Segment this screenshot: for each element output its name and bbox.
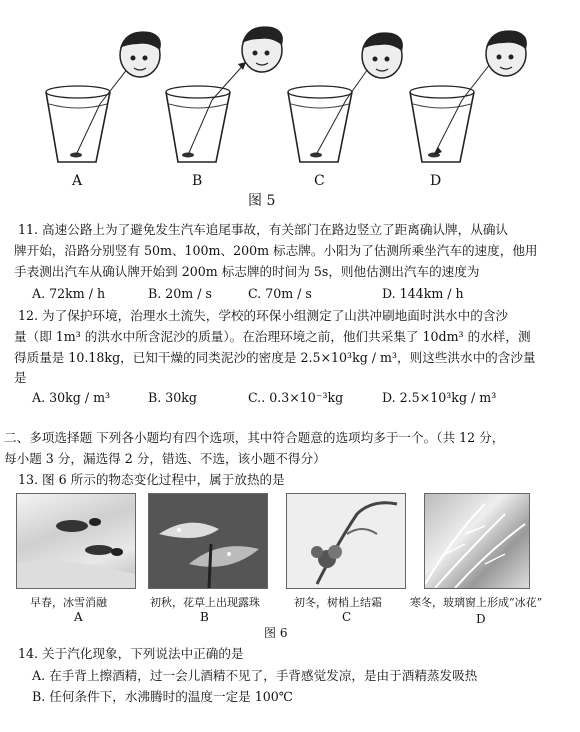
figure-6-letter-a: A xyxy=(74,610,83,624)
figure-6-caption-c: 初冬，树梢上结霜 xyxy=(294,596,382,609)
boy-head-b xyxy=(242,26,283,72)
q14-stem: 14. 关于汽化现象，下列说法中正确的是 xyxy=(18,646,244,661)
q11-line-2: 牌开始，沿路分别竖有 50m、100m、200m 标志牌。小阳为了估测所乘坐汽车的速度，他用 xyxy=(14,243,538,258)
boy-head-a xyxy=(120,31,161,77)
q14-option-b[interactable]: B. 任何条件下，水沸腾时的温度一定是 100℃ xyxy=(32,689,293,704)
q11-option-d[interactable]: D. 144km / h xyxy=(382,286,464,301)
q12-option-b[interactable]: B. 30kg xyxy=(148,390,197,405)
figure-6-caption: 图 6 xyxy=(264,626,288,640)
figure-5 xyxy=(0,0,580,215)
q11-options xyxy=(14,286,570,302)
figure-6-letter-b: B xyxy=(200,610,209,624)
figure-6-letter-c: C xyxy=(342,610,352,624)
q11-line-1: 11. 高速公路上为了避免发生汽车追尾事故，有关部门在路边竖立了距离确认牌，从确认 xyxy=(18,222,509,237)
q12-option-d[interactable]: D. 2.5×10³kg / m³ xyxy=(382,390,497,405)
q12-option-c[interactable]: C.. 0.3×10⁻³kg xyxy=(248,390,344,405)
figure-5-label-a: A xyxy=(72,173,83,189)
figure-6-letter-d: D xyxy=(476,612,486,626)
q11-line-3: 手表测出汽车从确认牌开始到 200m 标志牌的时间为 5s，则他估测出汽车的速度为 xyxy=(14,264,480,279)
q12-line-4: 是 xyxy=(14,370,27,385)
q12-option-a[interactable]: A. 30kg / m³ xyxy=(32,390,111,405)
boy-head-c xyxy=(362,32,403,78)
figure-6-caption-b: 初秋，花草上出现露珠 xyxy=(150,596,260,609)
figure-6-image-b xyxy=(148,493,268,589)
figure-6-image-c xyxy=(286,493,406,589)
cup-c xyxy=(288,66,370,162)
q11-option-b[interactable]: B. 20m / s xyxy=(148,286,212,301)
figure-6-image-d xyxy=(424,493,530,589)
figure-6-caption-a: 早春，冰雪消融 xyxy=(30,596,107,609)
q13-stem: 13. 图 6 所示的物态变化过程中，属于放热的是 xyxy=(18,472,285,487)
figure-6-image-a xyxy=(16,493,136,589)
q12-line-1: 12. 为了保护环境，治理水土流失，学校的环保小组测定了山洪冲刷地面时洪水中的含沙 xyxy=(18,308,509,323)
figure-5-label-c: C xyxy=(314,173,325,189)
figure-5-caption: 图 5 xyxy=(248,193,276,209)
figure-5-label-d: D xyxy=(430,173,442,189)
boy-head-d xyxy=(486,30,527,76)
q12-options xyxy=(14,390,570,406)
section-2-heading-line-2: 每小题 3 分，漏选得 2 分，错选、不选，该小题不得分） xyxy=(4,451,326,466)
q14-option-a[interactable]: A. 在手背上擦酒精，过一会儿酒精不见了，手背感觉发凉，是由于酒精蒸发吸热 xyxy=(32,668,478,683)
cup-a xyxy=(46,68,128,162)
q12-line-2: 量（即 1m³ 的洪水中所含泥沙的质量）。在治理环境之前，他们共采集了 10dm³ 的水样，测 xyxy=(14,329,531,344)
cup-b xyxy=(166,62,246,162)
q11-option-c[interactable]: C. 70m / s xyxy=(248,286,312,301)
figure-6-caption-d: 寒冬，玻璃窗上形成“冰花” xyxy=(410,596,543,609)
q11-option-a[interactable]: A. 72km / h xyxy=(32,286,106,301)
q12-line-3: 得质量是 10.18kg，已知干燥的同类泥沙的密度是 2.5×10³kg / m³，则这些洪水中的含沙量 xyxy=(14,350,536,365)
cup-d xyxy=(410,64,490,162)
figure-5-label-b: B xyxy=(192,173,203,189)
figure-5-drawing xyxy=(0,0,580,215)
section-2-heading-line-1: 二、多项选择题 下列各小题均有四个选项，其中符合题意的选项均多于一个。（共 12 分， xyxy=(4,430,505,445)
